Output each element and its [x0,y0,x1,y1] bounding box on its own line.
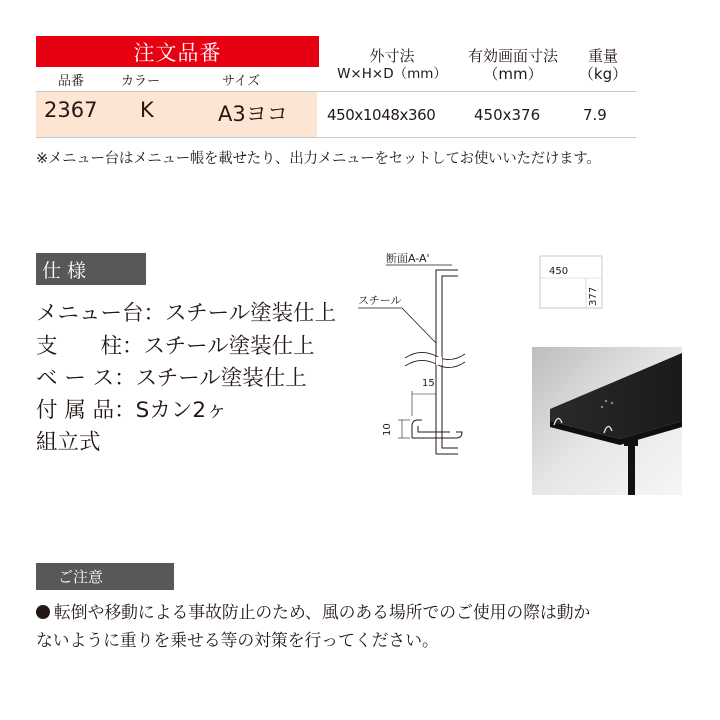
steel-label: スチール [358,294,402,307]
dim-450: 450 [549,266,569,277]
order-header: 注文品番 [36,36,319,67]
hinban-value: 2367 [44,98,98,122]
dim-15: 15 [422,378,435,389]
section-label: 断面A-A' [386,252,430,265]
spec-line-assembly: 組立式 [36,430,101,455]
spec-line-menu-stand: メニュー台：スチール塗装仕上 [36,301,337,326]
screen-dimension-header: 有効画面寸法 （mm） [467,47,558,83]
spec-line-pillar: 支 柱：スチール塗装仕上 [36,334,315,359]
outer-dimension-value: 450x1048x360 [327,106,436,124]
caution-header: ご注意 [36,563,174,590]
table-divider-bottom [36,137,636,138]
weight-header: 重量 （kg） [578,47,628,83]
product-photo [532,347,682,495]
screen-size-diagram [536,252,612,312]
dim-377: 377 [588,286,599,306]
outer-dimension-header: 外寸法 W×H×D（mm） [337,47,447,82]
col-color-label: カラー [121,74,161,89]
screen-dimension-value: 450x376 [474,106,541,124]
usage-note: ※メニュー台はメニュー帳を載せたり、出力メニューをセットしてお使いいただけます。 [36,151,601,167]
color-value: K [140,98,154,122]
size-value: A3ヨコ [218,102,288,126]
weight-value: 7.9 [583,106,607,124]
spec-line-base: ベ ー ス：スチール塗装仕上 [36,366,307,391]
col-hinban-label: 品番 [58,74,85,89]
col-size-label: サイズ [222,74,260,89]
dim-10: 10 [382,423,393,436]
spec-section-header: 仕様 [36,253,146,285]
spec-line-accessory: 付 属 品：Sカン2ヶ [36,398,228,423]
bullet-icon [36,605,50,619]
caution-text: 転倒や移動による事故防止のため、風のある場所でのご使用の際は動か ないように重りを乗せる等の対策を行ってください。 [36,602,591,650]
